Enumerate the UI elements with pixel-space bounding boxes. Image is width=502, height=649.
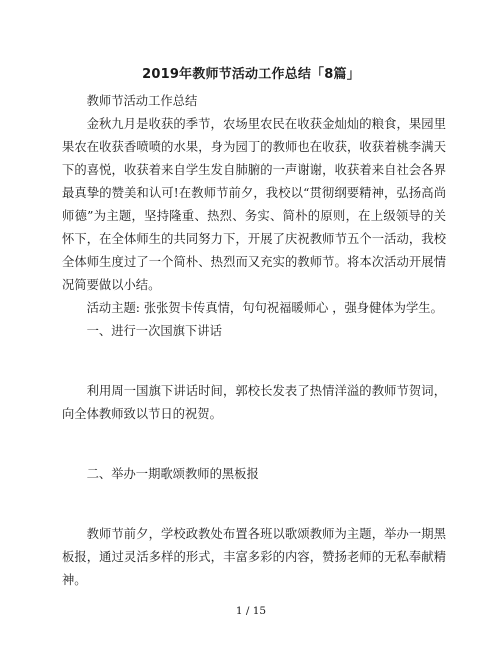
section-1-body: 利用周一国旗下讲话时间，郭校长发表了热情洋溢的教师节贺词，向全体教师致以节日的祝贺。 [62, 384, 446, 421]
document-title: 2019年教师节活动工作总结「8篇」 [142, 67, 360, 82]
section-2-body: 教师节前夕，学校政教处布置各班以歌颂教师为主题，举办一期黑板报，通过灵活多样的形式，丰富多彩的内容，赞扬老师的无私奉献精神。 [62, 527, 446, 587]
section-2-heading: 二、举办一期歌颂教师的黑板报 [86, 467, 259, 481]
spacer [62, 426, 446, 463]
spacer [62, 343, 446, 380]
intro-paragraph: 金秋九月是收获的季节，农场里农民在收获金灿灿的粮食，果园里果农在收获香喷喷的水果，身为园丁的教师也在收获，收获着桃李满天下的喜悦，收获着来自学生发自肺腑的一声谢谢，收获着来自社会各界最真挚的赞美和认可!在教师节前夕，我校以“贯彻纲要精神，弘扬高尚师德”为主题，坚持隆重、热烈、务实、简朴的原则，在上级领导的关怀下，在全体师生的共同努力下，开展了庆祝教师节五个一活动，我校全体师生度过了一个简朴、热烈而又充实的教师节。将本次活动开展情况简要做以小结。 [62, 117, 446, 292]
page-number: 1 / 15 [235, 605, 267, 617]
document-body [62, 90, 446, 592]
activity-theme-paragraph: 活动主题: 张张贺卡传真情，句句祝福暖师心 ，强身健体为学生。 [86, 301, 443, 315]
section-1-heading: 一、进行一次国旗下讲话 [86, 324, 222, 338]
document-subtitle: 教师节活动工作总结 [86, 94, 198, 108]
spacer [62, 486, 446, 523]
